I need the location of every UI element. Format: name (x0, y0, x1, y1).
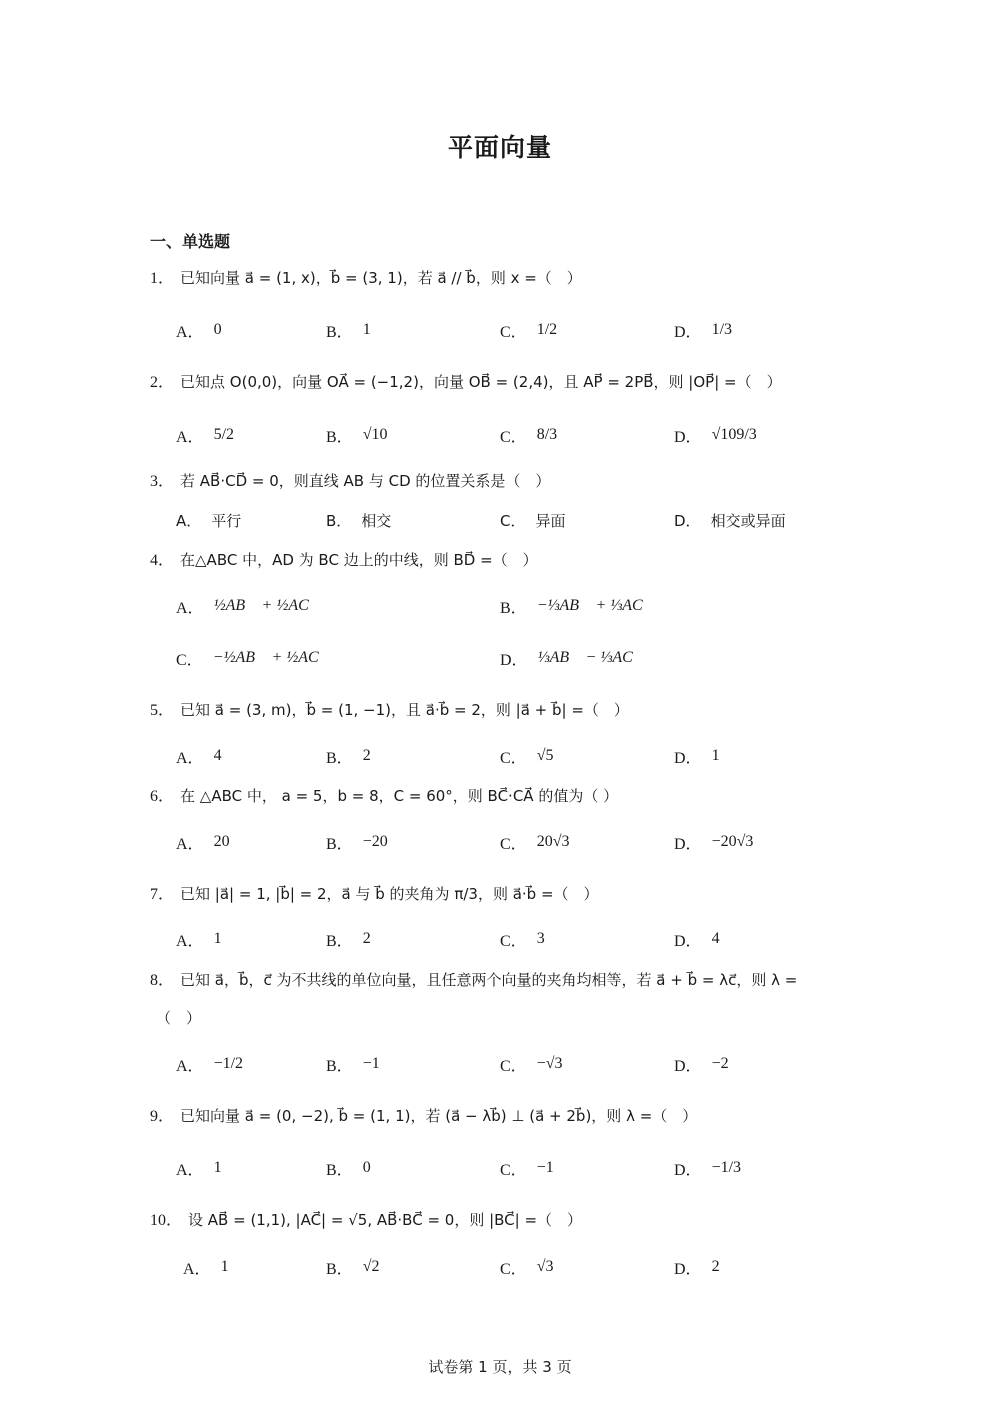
question-number: 4． (150, 552, 175, 569)
question-stem: 已知 a⃗ = (3, m)，b⃗ = (1, −1)，且 a⃗·b⃗ = 2，则 |a⃗ + b⃗| =（ ） (180, 701, 629, 719)
question-stem: 在 △ABC 中， a = 5，b = 8，C = 60°，则 BC⃗·CA⃗ 的值为（ ） (180, 787, 619, 805)
question-4 (150, 548, 538, 573)
option-b[interactable]: B． 2 (326, 930, 371, 950)
question-8 (150, 968, 797, 993)
question-number: 2． (150, 374, 175, 391)
option-a[interactable]: A． 1 (176, 930, 222, 950)
option-d[interactable]: D． 相交或异面 (674, 511, 786, 530)
question-stem: 已知 |a⃗| = 1, |b⃗| = 2，a⃗ 与 b⃗ 的夹角为 π/3，则 a⃗·b⃗ =（ ） (180, 885, 599, 903)
question-number: 6． (150, 788, 175, 805)
question-9 (150, 1104, 697, 1129)
options-1 (176, 310, 876, 350)
option-b[interactable]: B． 相交 (326, 511, 392, 530)
option-a[interactable]: A． 1 (183, 1258, 229, 1278)
question-number: 10． (150, 1212, 183, 1229)
options-5 (176, 736, 876, 776)
option-b[interactable]: B． 2 (326, 747, 371, 767)
option-a[interactable]: A． 平行 (176, 511, 242, 530)
options-2 (176, 415, 876, 455)
options-4-row1 (176, 586, 876, 626)
option-d[interactable]: D． 4 (674, 930, 720, 950)
option-c[interactable]: C． −√3 (500, 1055, 563, 1075)
option-a[interactable]: A． 5/2 (176, 426, 235, 446)
question-number: 1． (150, 270, 175, 287)
option-b[interactable]: B． −1 (326, 1055, 380, 1075)
section-heading: 一、单选题 (150, 232, 231, 251)
question-10 (150, 1208, 582, 1233)
options-8 (176, 1044, 876, 1084)
option-d[interactable]: D． 1 (674, 747, 720, 767)
question-number: 7． (150, 886, 175, 903)
option-b[interactable]: B． 0 (326, 1159, 371, 1179)
option-a[interactable]: A． ½AB⃗ + ½AC⃗ (176, 597, 322, 617)
options-6 (176, 822, 876, 862)
option-c[interactable]: C． 8/3 (500, 426, 558, 446)
option-d[interactable]: D． √109/3 (674, 426, 757, 446)
option-c[interactable]: C． 1/2 (500, 321, 558, 341)
option-b[interactable]: B． 1 (326, 321, 371, 341)
question-number: 9． (150, 1108, 175, 1125)
options-4-row2 (176, 638, 876, 678)
option-c[interactable]: C． −1 (500, 1159, 554, 1179)
option-d[interactable]: D． 2 (674, 1258, 720, 1278)
page-footer: 试卷第 1 页，共 3 页 (428, 1358, 572, 1376)
question-2 (150, 370, 782, 395)
option-b[interactable]: B． √10 (326, 426, 388, 446)
option-a[interactable]: A． 4 (176, 747, 222, 767)
option-d[interactable]: D． −2 (674, 1055, 729, 1075)
question-1 (150, 266, 582, 291)
question-7 (150, 882, 599, 907)
question-stem: 设 AB⃗ = (1,1), |AC⃗| = √5, AB⃗·BC⃗ = 0，则 |BC⃗| =（ ） (188, 1211, 583, 1229)
question-stem: 已知向量 a⃗ = (0, −2), b⃗ = (1, 1)，若 (a⃗ − λb⃗) ⊥ (a⃗ + 2b⃗)，则 λ =（ ） (180, 1107, 698, 1125)
options-7 (176, 919, 876, 959)
question-3 (150, 469, 550, 494)
question-5 (150, 698, 629, 723)
option-c[interactable]: C． −½AB⃗ + ½AC⃗ (176, 649, 332, 669)
option-b[interactable]: B． −⅓AB⃗ + ⅓AC⃗ (500, 597, 656, 617)
option-a[interactable]: A． 20 (176, 833, 230, 853)
question-stem: 在△ABC 中，AD 为 BC 边上的中线，则 BD⃗ =（ ） (180, 551, 538, 569)
question-number: 8． (150, 972, 175, 989)
options-9 (176, 1148, 876, 1188)
option-b[interactable]: B． −20 (326, 833, 388, 853)
question-stem: 已知点 O(0,0)，向量 OA⃗ = (−1,2)，向量 OB⃗ = (2,4)，且 AP⃗ = 2PB⃗，则 |OP⃗| =（ ） (180, 373, 782, 391)
option-d[interactable]: D． −1/3 (674, 1159, 742, 1179)
page-title: 平面向量 (447, 133, 552, 162)
option-a[interactable]: A． −1/2 (176, 1055, 244, 1075)
option-c[interactable]: C． 3 (500, 930, 545, 950)
option-b[interactable]: B． √2 (326, 1258, 380, 1278)
options-10 (183, 1247, 883, 1287)
option-c[interactable]: C． √5 (500, 747, 554, 767)
option-d[interactable]: D． −20√3 (674, 833, 754, 853)
question-number: 5． (150, 702, 175, 719)
question-6 (150, 784, 618, 809)
option-d[interactable]: D． 1/3 (674, 321, 733, 341)
option-c[interactable]: C． 20√3 (500, 833, 570, 853)
question-number: 3． (150, 473, 175, 490)
option-c[interactable]: C． 异面 (500, 511, 566, 530)
question-stem: 已知 a⃗，b⃗，c⃗ 为不共线的单位向量，且任意两个向量的夹角均相等，若 a⃗ + b⃗ = λc⃗，则 λ = (180, 971, 798, 989)
question-stem: 已知向量 a⃗ = (1, x)，b⃗ = (3, 1)，若 a⃗ // b⃗，则 x =（ ） (180, 269, 582, 287)
question-8-continuation: （ ） (156, 1009, 202, 1027)
option-c[interactable]: C． √3 (500, 1258, 554, 1278)
option-a[interactable]: A． 1 (176, 1159, 222, 1179)
option-d[interactable]: D． ⅓AB⃗ − ⅓AC⃗ (500, 649, 646, 669)
question-stem: 若 AB⃗·CD⃗ = 0，则直线 AB 与 CD 的位置关系是（ ） (180, 472, 551, 490)
options-3 (176, 500, 876, 540)
option-a[interactable]: A． 0 (176, 321, 222, 341)
